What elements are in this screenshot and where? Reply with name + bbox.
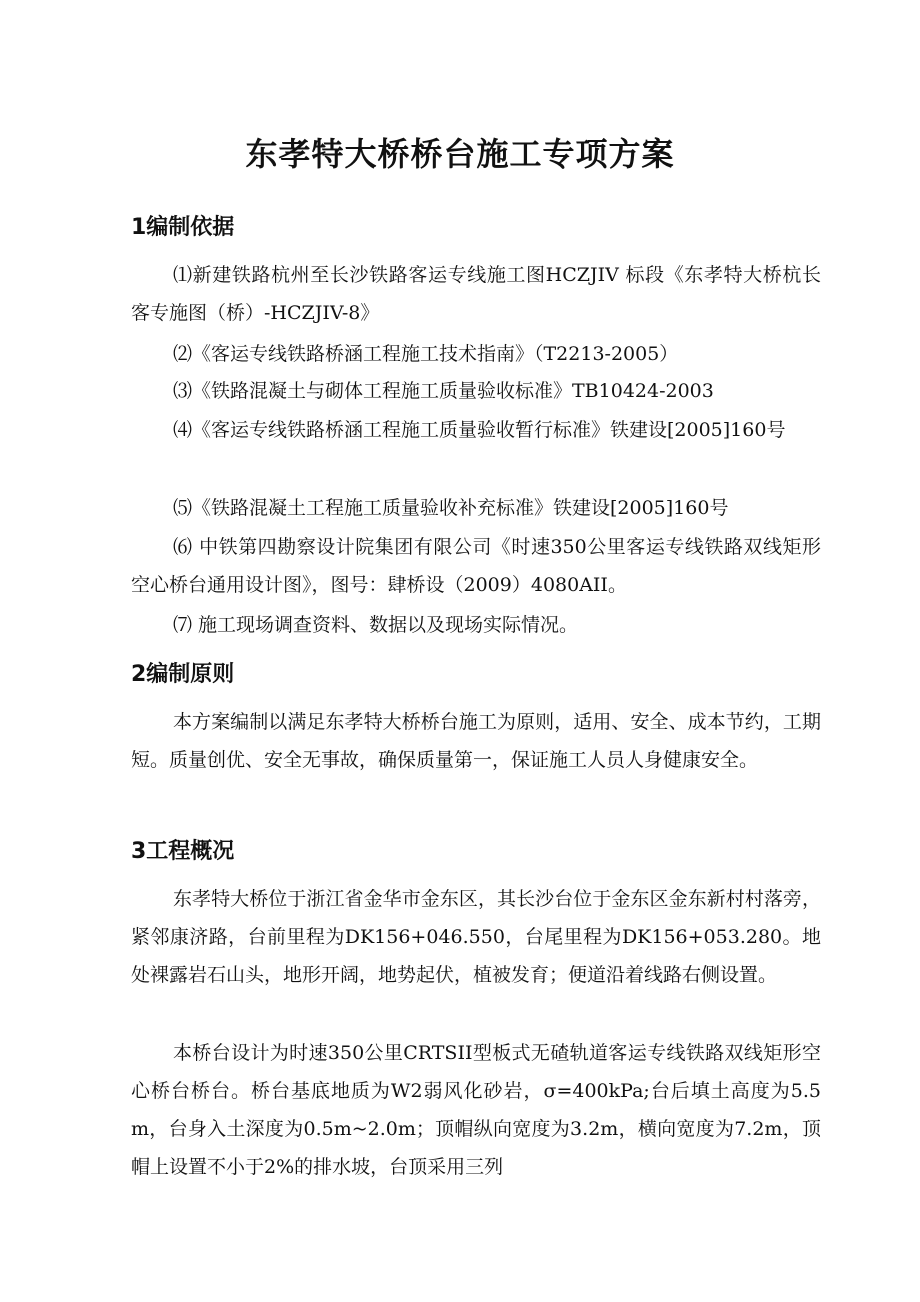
overview-paragraph-2: 本桥台设计为时速350公里CRTSII型板式无碴轨道客运专线铁路双线矩形空心桥台桥台。桥台基底地质为W2弱风化砂岩，σ=400kPa;台后填土高度为5.5m，台身入土深度为0.5m~2.0m；顶帽纵向宽度为3.2m，横向宽度为7.2m，顶帽上设置不小于2%的排水坡，台顶采用三列	[131, 1042, 821, 1178]
overview-paragraph-1: 东孝特大桥位于浙江省金华市金东区，其长沙台位于金东区金东新村村落旁，紧邻康济路，台前里程为DK156+046.550，台尾里程为DK156+053.280。地处裸露岩石山头，地形开阔，地势起伏，植被发育；便道沿着线路右侧设置。	[131, 888, 821, 986]
basis-item-4: ⑷《客运专线铁路桥涵工程施工质量验收暂行标准》铁建设[2005]160号	[173, 419, 786, 441]
basis-item-1: ⑴新建铁路杭州至长沙铁路客运专线施工图HCZJIV 标段《东孝特大桥杭长客专施图（桥）-HCZJIV-8》	[131, 264, 821, 324]
basis-item-7: ⑺ 施工现场调查资料、数据以及现场实际情况。	[173, 614, 579, 636]
basis-item-2: ⑵《客运专线铁路桥涵工程施工技术指南》（T2213-2005）	[173, 343, 679, 365]
document-title: 东孝特大桥桥台施工专项方案	[245, 135, 675, 173]
section-heading-overview: 3工程概况	[131, 839, 235, 864]
basis-item-5: ⑸《铁路混凝土工程施工质量验收补充标准》铁建设[2005]160号	[173, 497, 729, 519]
section-heading-basis: 1编制依据	[131, 215, 235, 240]
basis-item-3: ⑶《铁路混凝土与砌体工程施工质量验收标准》TB10424-2003	[173, 380, 714, 402]
section-heading-principle: 2编制原则	[131, 662, 235, 687]
principle-paragraph: 本方案编制以满足东孝特大桥桥台施工为原则，适用、安全、成本节约，工期短。质量创优、安全无事故，确保质量第一，保证施工人员人身健康安全。	[131, 711, 821, 771]
basis-item-6: ⑹ 中铁第四勘察设计院集团有限公司《时速350公里客运专线铁路双线矩形空心桥台通用设计图》，图号：肆桥设（2009）4080AII。	[131, 536, 821, 596]
